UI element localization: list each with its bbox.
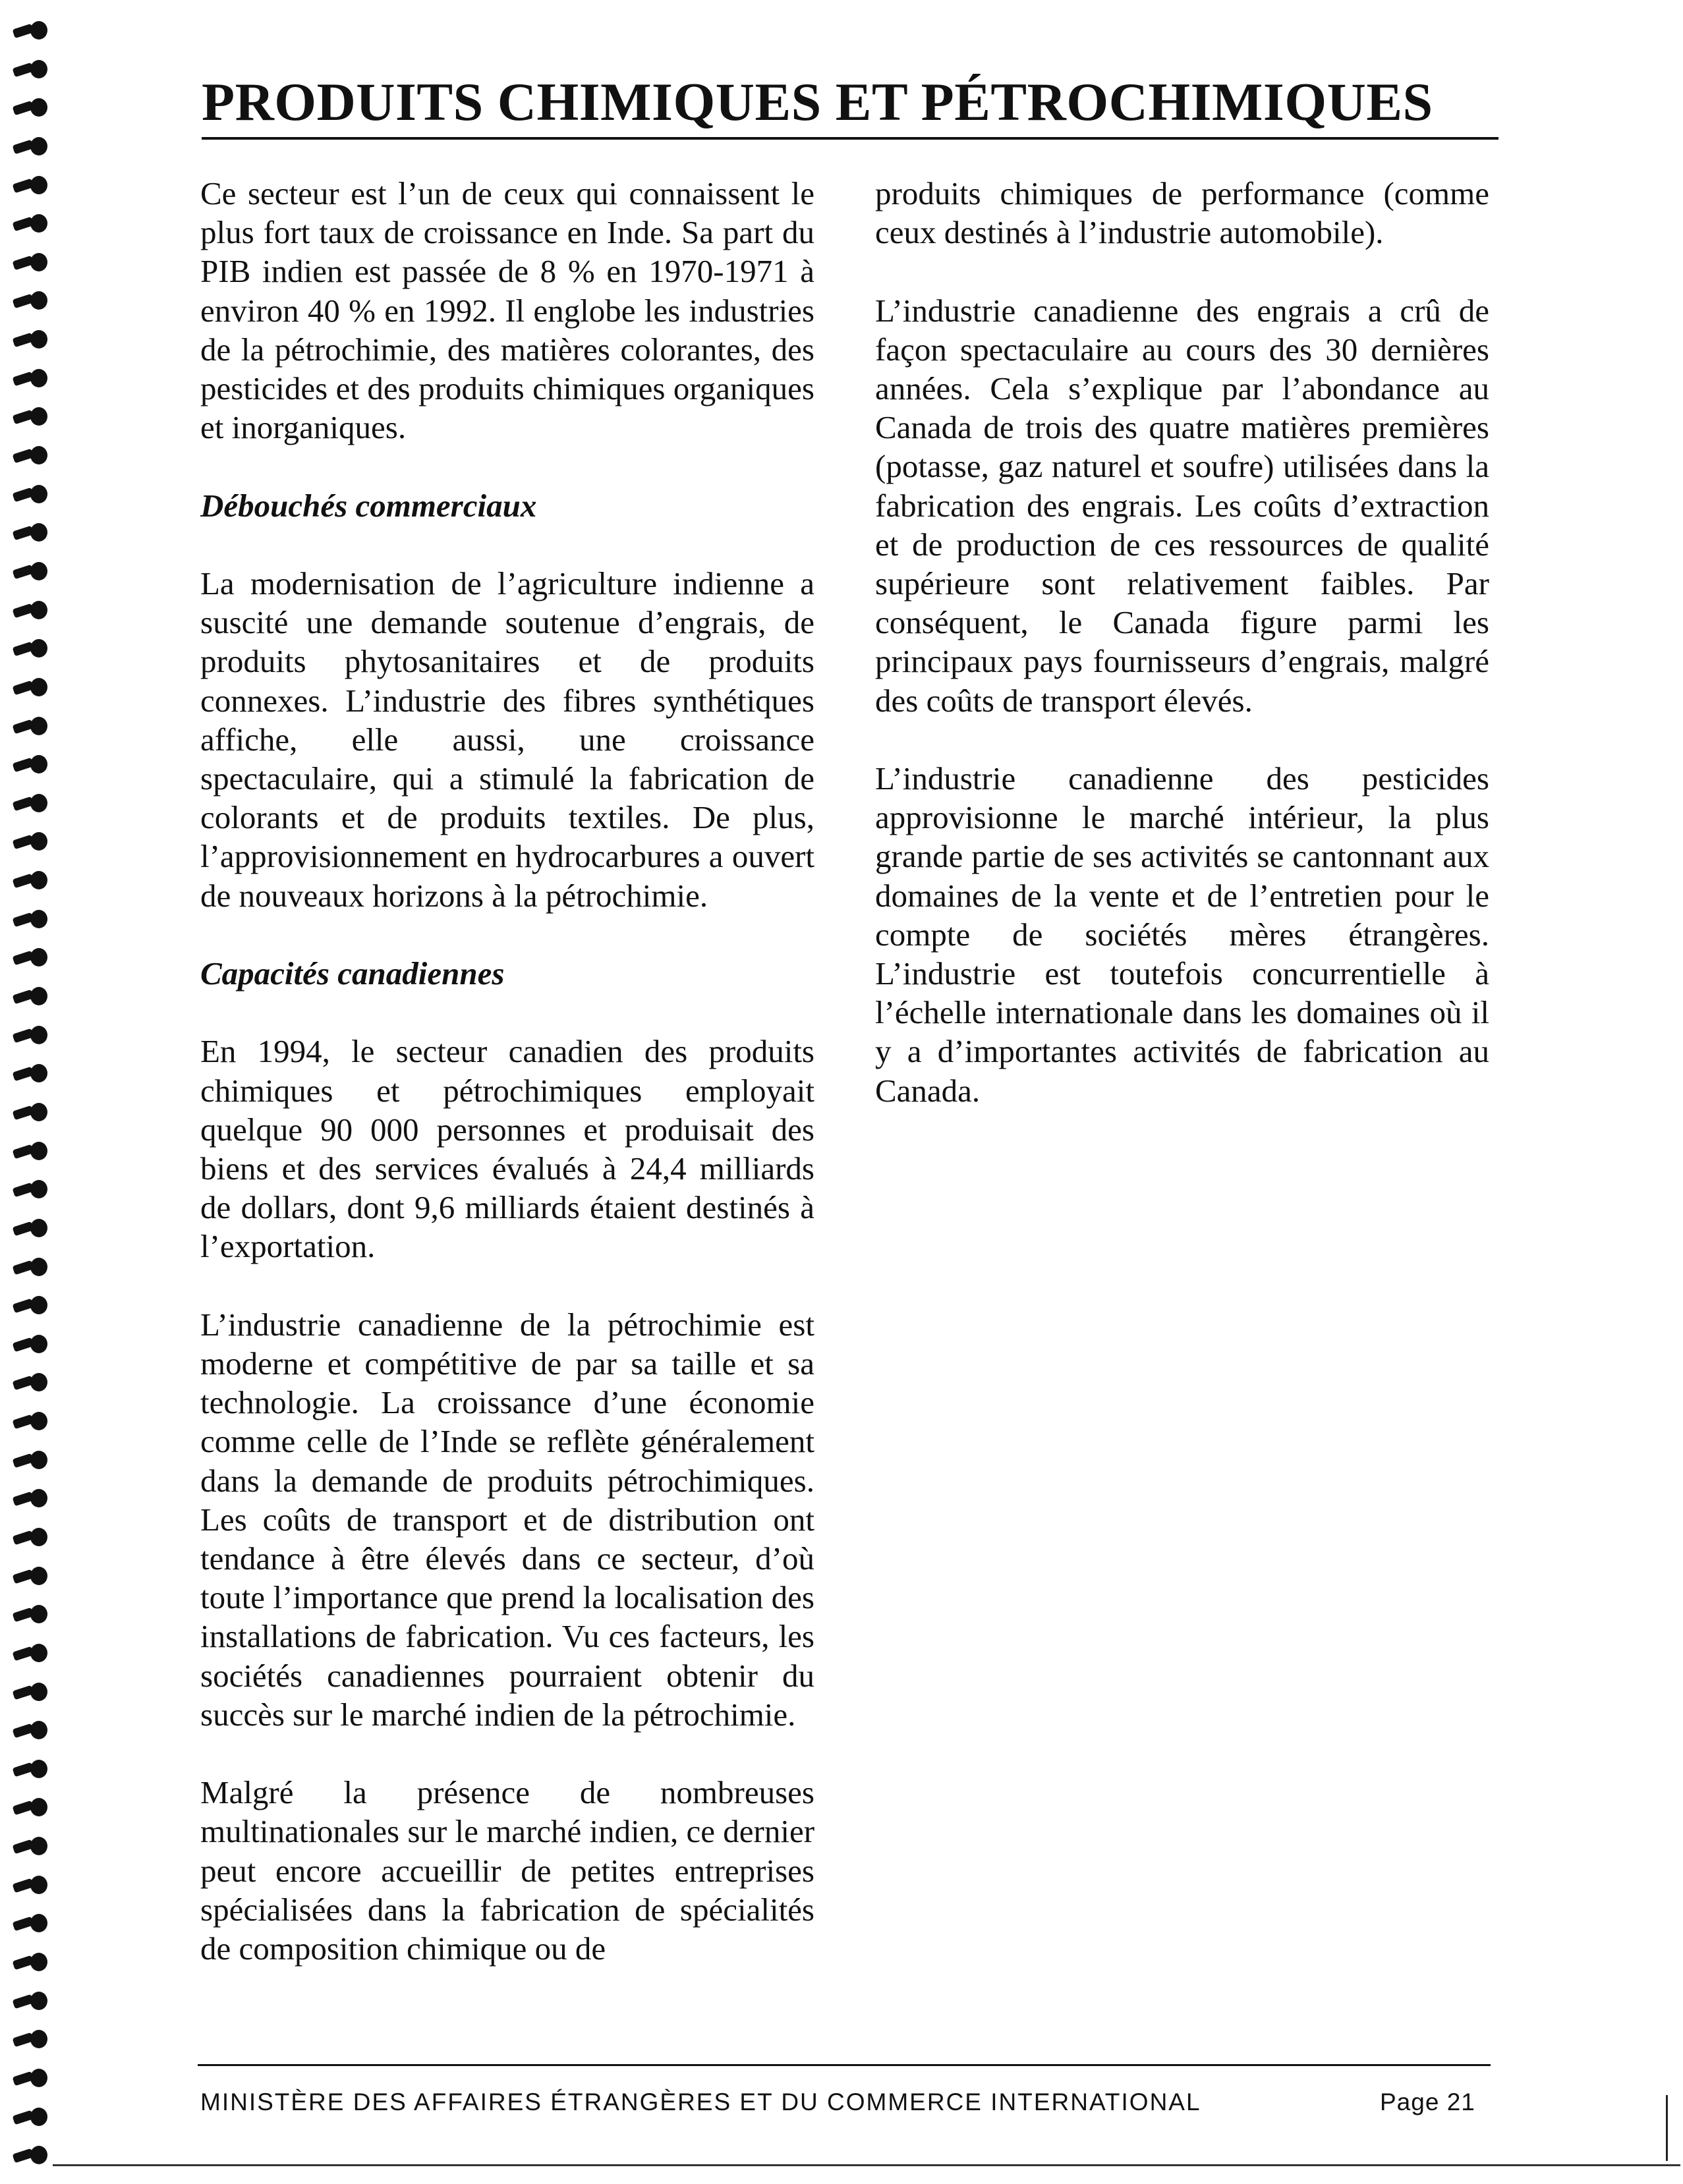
binding-ring-icon — [11, 2029, 50, 2051]
binding-ring-icon — [11, 1990, 50, 2013]
left-column — [200, 174, 814, 2007]
right-column — [875, 174, 1489, 1149]
binding-ring-icon — [11, 1179, 50, 1201]
binding-ring-icon — [11, 715, 50, 738]
binding-ring-icon — [11, 522, 50, 544]
binding-rings — [4, 20, 57, 2168]
binding-ring-icon — [11, 1488, 50, 1510]
binding-ring-icon — [11, 1024, 50, 1047]
fertilizer-paragraph: L’industrie canadienne des engrais a crû de façon spectaculaire au cours des 30 dernières années. Cela s’explique par l’abondance au Canada de trois des quatre matières premières (potasse, gaz naturel et soufre) utilisées dans la fabrication des engrais. Les coûts d’extraction et de production de ces ressources de qualité supérieure sont relativement faibles. Par conséquent, le Canada figure parmi les principaux pays fournisseurs d’engrais, malgré des coûts de transport élevés. — [875, 292, 1489, 719]
binding-ring-icon — [11, 2106, 50, 2129]
binding-ring-icon — [11, 1720, 50, 1742]
binding-ring-icon — [11, 329, 50, 351]
binding-ring-icon — [11, 1642, 50, 1665]
footer-divider — [198, 2064, 1491, 2066]
binding-ring-icon — [11, 1913, 50, 1935]
binding-ring-icon — [11, 793, 50, 815]
binding-ring-icon — [11, 1372, 50, 1394]
binding-ring-icon — [11, 754, 50, 776]
page-corner-mark — [1666, 2095, 1668, 2161]
page-number: Page 21 — [1380, 2088, 1475, 2115]
binding-ring-icon — [11, 1411, 50, 1433]
opportunities-paragraph: La modernisation de l’agriculture indienne a suscité une demande soutenue d’engrais, de produits phytosanitaires et de produits connexes. L’industrie des fibres synthétiques affiche, elle aussi, une croissance spectaculaire, qui a stimulé la fabrication de colorants et de produits textiles. De plus, l’approvisionnement en hydrocarbures a ouvert de nouveaux horizons à la pétrochimie. — [200, 565, 814, 914]
intro-paragraph: Ce secteur est l’un de ceux qui connaissent le plus fort taux de croissance en Inde. Sa part du PIB indien est passée de 8 % en 1970-1971 à environ 40 % en 1992. Il englobe les industries de la pétrochimie, des matières colorantes, des pesticides et des produits chimiques organiques et inorganiques. — [200, 175, 814, 446]
binding-ring-icon — [11, 406, 50, 428]
binding-ring-icon — [11, 1758, 50, 1781]
pesticides-paragraph: L’industrie canadienne des pesticides approvisionne le marché intérieur, la plus grande partie de ses activités se cantonnant aux domaines de la vente et de l’entretien pour le compte de sociétés mères étrangères. L’industrie est toutefois concurrentielle à l’échelle internationale dans les domaines où il y a d’importantes activités de fabrication au Canada. — [875, 760, 1489, 1109]
binding-ring-icon — [11, 870, 50, 892]
binding-ring-icon — [11, 1449, 50, 1472]
binding-ring-icon — [11, 831, 50, 853]
binding-ring-icon — [11, 909, 50, 931]
binding-ring-icon — [11, 1333, 50, 1356]
title-divider — [202, 137, 1498, 140]
binding-ring-icon — [11, 213, 50, 235]
binding-ring-icon — [11, 638, 50, 660]
binding-ring-icon — [11, 252, 50, 274]
binding-ring-icon — [11, 484, 50, 506]
page-title: PRODUITS CHIMIQUES ET PÉTROCHIMIQUES — [202, 72, 1433, 132]
footer-ministry: MINISTÈRE DES AFFAIRES ÉTRANGÈRES ET DU COMMERCE INTERNATIONAL — [200, 2088, 1201, 2115]
binding-ring-icon — [11, 1102, 50, 1124]
section-heading-capabilities: Capacités canadiennes — [200, 955, 505, 992]
binding-ring-icon — [11, 677, 50, 699]
binding-ring-icon — [11, 1835, 50, 1858]
capabilities-paragraph-3: Malgré la présence de nombreuses multinationales sur le marché indien, ce dernier peut encore accueillir de petites entreprises spécialisées dans la fabrication de spécialités de composition chimique ou de — [200, 1774, 815, 1967]
binding-ring-icon — [11, 2144, 50, 2167]
binding-ring-icon — [11, 1797, 50, 1819]
binding-ring-icon — [11, 1681, 50, 1704]
binding-ring-icon — [11, 600, 50, 622]
page-edge-line — [53, 2164, 1680, 2166]
binding-ring-icon — [11, 368, 50, 390]
binding-ring-icon — [11, 2067, 50, 2090]
binding-ring-icon — [11, 20, 50, 42]
capabilities-paragraph-2: L’industrie canadienne de la pétrochimie est moderne et compétitive de par sa taille et sa technologie. La croissance d’une économie comme celle de l’Inde se reflète généralement dans la demande de produits pétrochimiques. Les coûts de transport et de distribution ont tendance à être élevés dans ce secteur, d’où toute l’importance que prend la localisation des installations de fabrication. Vu ces facteurs, les sociétés canadiennes pourraient obtenir du succès sur le marché indien de la pétrochimie. — [200, 1306, 814, 1733]
binding-ring-icon — [11, 136, 50, 158]
binding-ring-icon — [11, 1063, 50, 1085]
binding-ring-icon — [11, 1140, 50, 1163]
capabilities-paragraph-1: En 1994, le secteur canadien des produits chimiques et pétrochimiques employait quelque 90 000 personnes et produisait des biens et des services évalués à 24,4 milliards de dollars, dont 9,6 milliards étaient destinés à l’exportation. — [200, 1033, 814, 1265]
binding-ring-icon — [11, 1526, 50, 1549]
binding-ring-icon — [11, 1256, 50, 1279]
binding-ring-icon — [11, 445, 50, 467]
binding-ring-icon — [11, 1218, 50, 1240]
continuation-paragraph: produits chimiques de performance (comme ceux destinés à l’industrie automobile). — [875, 175, 1489, 251]
binding-ring-icon — [11, 561, 50, 583]
section-heading-opportunities: Débouchés commerciaux — [200, 487, 537, 524]
binding-ring-icon — [11, 97, 50, 119]
binding-ring-icon — [11, 1951, 50, 1974]
binding-ring-icon — [11, 290, 50, 312]
binding-ring-icon — [11, 59, 50, 81]
binding-ring-icon — [11, 947, 50, 969]
binding-ring-icon — [11, 1565, 50, 1588]
binding-ring-icon — [11, 175, 50, 197]
binding-ring-icon — [11, 1874, 50, 1897]
binding-ring-icon — [11, 1604, 50, 1626]
binding-ring-icon — [11, 986, 50, 1008]
binding-ring-icon — [11, 1295, 50, 1317]
